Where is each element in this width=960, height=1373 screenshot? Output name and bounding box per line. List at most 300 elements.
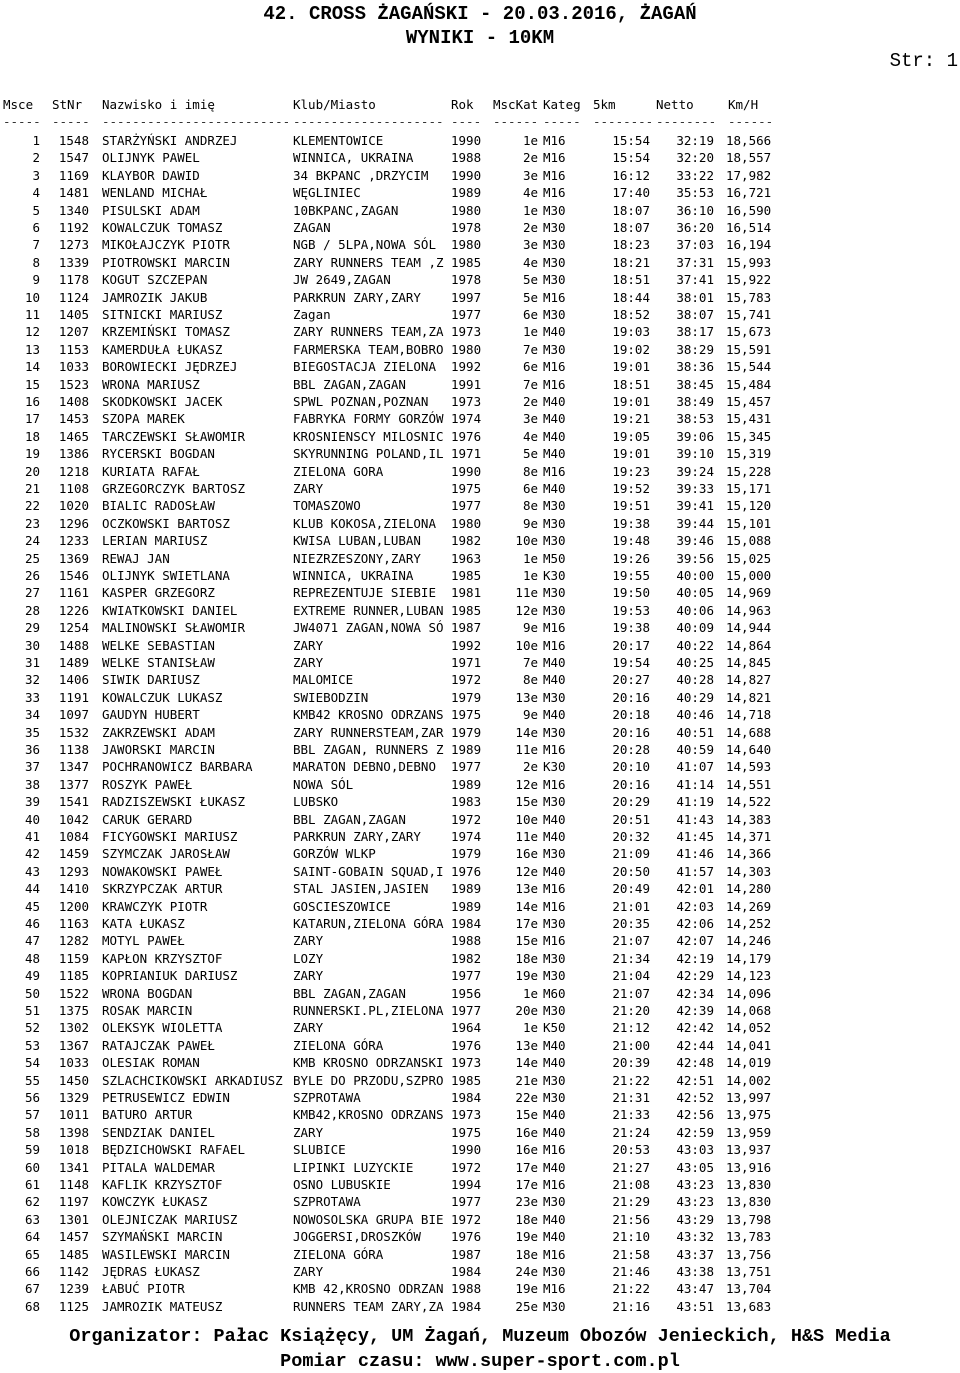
cell-club: KMB KROSNO ODRZANSKI — [293, 1055, 444, 1071]
table-row — [0, 1248, 960, 1265]
cell-name: OLESIAK ROMAN — [102, 1055, 200, 1071]
cell-category: M16 — [543, 1281, 566, 1297]
cell-category: M30 — [543, 1003, 566, 1018]
cell-start-nr: 1108 — [58, 481, 89, 496]
cell-netto: 42:44 — [676, 1037, 714, 1053]
cell-name: SZLACHCIKOWSKI ARKADIUSZ — [102, 1072, 283, 1088]
cell-year: 1989 — [451, 742, 482, 757]
table-row — [0, 830, 960, 847]
cell-year: 1978 — [451, 220, 482, 235]
cell-cat-place: 10e — [515, 533, 538, 549]
cell-start-nr: 1410 — [58, 881, 89, 897]
separator-msce: ----- — [3, 114, 41, 129]
cell-place: 18 — [24, 428, 40, 444]
cell-start-nr: 1191 — [58, 689, 89, 705]
cell-year: 1977 — [451, 759, 482, 775]
cell-club: 34 BKPANC ,DRZYCIM — [293, 167, 429, 183]
cell-club: ZARY — [293, 933, 324, 949]
cell-name: KLAYBOR DAWID — [102, 167, 200, 183]
cell-cat-place: 8e — [522, 672, 538, 688]
cell-category: M30 — [543, 794, 566, 810]
cell-name: GAUDYN HUBERT — [102, 707, 200, 723]
table-row — [0, 499, 960, 516]
cell-speed: 15,544 — [726, 359, 772, 375]
cell-cat-place: 8e — [522, 463, 538, 479]
table-row — [0, 952, 960, 969]
cell-speed: 14,944 — [726, 620, 772, 636]
cell-place: 4 — [32, 185, 40, 201]
cell-place: 61 — [24, 1177, 40, 1192]
cell-year: 1989 — [451, 881, 482, 897]
table-row — [0, 430, 960, 447]
cell-cat-place: 4e — [522, 185, 538, 201]
cell-cat-place: 5e — [522, 289, 538, 305]
cell-cat-place: 1e — [522, 568, 538, 583]
cell-category: M30 — [543, 1298, 566, 1314]
cell-start-nr: 1161 — [58, 585, 89, 601]
cell-speed: 13,975 — [726, 1107, 772, 1123]
cell-5km: 18:07 — [612, 202, 650, 218]
cell-category: M30 — [543, 916, 566, 931]
cell-club: RUNNERS TEAM ZARY,ZA — [293, 1298, 444, 1314]
cell-start-nr: 1273 — [58, 237, 89, 253]
cell-category: M30 — [543, 533, 566, 549]
cell-netto: 40:22 — [676, 637, 714, 653]
cell-name: KASPER GRZEGORZ — [102, 585, 215, 601]
cell-5km: 20:50 — [612, 863, 650, 879]
cell-year: 1973 — [451, 1055, 482, 1071]
cell-category: M16 — [543, 463, 566, 479]
table-row — [0, 1300, 960, 1317]
cell-year: 1992 — [451, 359, 482, 375]
cell-club: KMB42,KROSNO ODRZANS — [293, 1107, 444, 1123]
header-year: Rok — [451, 97, 474, 112]
cell-cat-place: 4e — [522, 254, 538, 270]
cell-name: WELKE SEBASTIAN — [102, 637, 215, 653]
table-row — [0, 604, 960, 621]
table-row — [0, 743, 960, 760]
cell-place: 7 — [32, 237, 40, 253]
cell-netto: 42:51 — [676, 1072, 714, 1088]
cell-start-nr: 1457 — [58, 1229, 89, 1245]
cell-name: RYCERSKI BOGDAN — [102, 446, 215, 462]
cell-netto: 38:07 — [676, 307, 714, 322]
cell-name: KOWALCZUK TOMASZ — [102, 220, 223, 235]
cell-club: ZAGAN — [293, 220, 331, 235]
cell-5km: 21:24 — [612, 1124, 650, 1140]
cell-cat-place: 8e — [522, 498, 538, 514]
cell-cat-place: 18e — [515, 1246, 538, 1262]
cell-netto: 36:20 — [676, 220, 714, 235]
table-row — [0, 291, 960, 308]
cell-year: 1984 — [451, 916, 482, 931]
cell-speed: 14,280 — [726, 881, 772, 897]
cell-year: 1988 — [451, 150, 482, 166]
cell-place: 26 — [24, 568, 40, 583]
cell-start-nr: 1369 — [58, 550, 89, 566]
cell-place: 59 — [24, 1142, 40, 1158]
table-row — [0, 691, 960, 708]
cell-name: BIALIC RADOSŁAW — [102, 498, 215, 514]
cell-place: 38 — [24, 776, 40, 792]
cell-category: M30 — [543, 602, 566, 618]
cell-cat-place: 9e — [522, 707, 538, 723]
cell-category: M16 — [543, 620, 566, 636]
table-row — [0, 1230, 960, 1247]
table-row — [0, 221, 960, 238]
cell-name: KOWALCZUK LUKASZ — [102, 689, 223, 705]
cell-cat-place: 1e — [522, 202, 538, 218]
cell-netto: 40:29 — [676, 689, 714, 705]
table-row — [0, 934, 960, 951]
cell-speed: 15,025 — [726, 550, 772, 566]
table-row — [0, 586, 960, 603]
cell-name: PIOTROWSKI MARCIN — [102, 254, 230, 270]
cell-speed: 14,551 — [726, 776, 772, 792]
cell-speed: 15,101 — [726, 515, 772, 531]
cell-year: 1990 — [451, 167, 482, 183]
cell-cat-place: 2e — [522, 220, 538, 235]
cell-start-nr: 1485 — [58, 1246, 89, 1262]
cell-year: 1964 — [451, 1020, 482, 1036]
cell-place: 23 — [24, 515, 40, 531]
cell-speed: 14,688 — [726, 724, 772, 740]
cell-cat-place: 23e — [515, 1194, 538, 1210]
cell-year: 1984 — [451, 1264, 482, 1279]
cell-start-nr: 1329 — [58, 1090, 89, 1105]
cell-start-nr: 1148 — [58, 1177, 89, 1192]
cell-cat-place: 18e — [515, 950, 538, 966]
cell-club: REPREZENTUJE SIEBIE — [293, 585, 436, 601]
cell-name: LERIAN MARIUSZ — [102, 533, 208, 549]
cell-netto: 40:25 — [676, 655, 714, 670]
cell-start-nr: 1532 — [58, 724, 89, 740]
cell-place: 33 — [24, 689, 40, 705]
cell-club: ZIELONA GORA — [293, 463, 384, 479]
cell-cat-place: 10e — [515, 811, 538, 827]
cell-start-nr: 1302 — [58, 1020, 89, 1036]
cell-year: 1987 — [451, 1246, 482, 1262]
cell-start-nr: 1218 — [58, 463, 89, 479]
cell-place: 13 — [24, 341, 40, 357]
cell-speed: 14,123 — [726, 968, 772, 984]
table-row — [0, 1265, 960, 1282]
cell-year: 1975 — [451, 707, 482, 723]
cell-category: M40 — [543, 1159, 566, 1175]
cell-5km: 21:58 — [612, 1246, 650, 1262]
cell-club: LIPINKI LUZYCKIE — [293, 1159, 414, 1175]
cell-netto: 36:10 — [676, 202, 714, 218]
cell-cat-place: 16e — [515, 1124, 538, 1140]
cell-year: 1980 — [451, 202, 482, 218]
table-row — [0, 447, 960, 464]
cell-speed: 14,366 — [726, 846, 772, 862]
cell-5km: 20:32 — [612, 829, 650, 844]
cell-cat-place: 14e — [515, 724, 538, 740]
cell-netto: 38:01 — [676, 289, 714, 305]
table-row — [0, 969, 960, 986]
cell-5km: 18:44 — [612, 289, 650, 305]
cell-5km: 21:31 — [612, 1090, 650, 1105]
table-row — [0, 151, 960, 168]
cell-year: 1982 — [451, 950, 482, 966]
cell-category: M30 — [543, 1194, 566, 1210]
cell-place: 12 — [24, 324, 40, 340]
cell-netto: 42:42 — [676, 1020, 714, 1036]
cell-name: KOPRIANIUK DARIUSZ — [102, 968, 238, 984]
cell-netto: 42:59 — [676, 1124, 714, 1140]
table-row — [0, 917, 960, 934]
cell-speed: 15,484 — [726, 376, 772, 392]
cell-netto: 40:28 — [676, 672, 714, 688]
cell-year: 1991 — [451, 376, 482, 392]
cell-place: 35 — [24, 724, 40, 740]
header-name: Nazwisko i imię — [102, 97, 215, 112]
cell-start-nr: 1450 — [58, 1072, 89, 1088]
cell-place: 65 — [24, 1246, 40, 1262]
cell-5km: 19:02 — [612, 341, 650, 357]
cell-netto: 39:56 — [676, 550, 714, 566]
cell-club: ZARY — [293, 481, 324, 496]
cell-category: M30 — [543, 1264, 566, 1279]
cell-start-nr: 1301 — [58, 1211, 89, 1227]
header-separator — [0, 115, 960, 129]
cell-club: SZPROTAWA — [293, 1194, 361, 1210]
cell-place: 24 — [24, 533, 40, 549]
cell-category: M30 — [543, 1090, 566, 1105]
cell-cat-place: 11e — [515, 829, 538, 844]
cell-start-nr: 1178 — [58, 272, 89, 288]
cell-year: 1973 — [451, 1107, 482, 1123]
cell-5km: 20:16 — [612, 724, 650, 740]
cell-speed: 14,269 — [726, 898, 772, 914]
cell-cat-place: 5e — [522, 446, 538, 462]
cell-netto: 38:17 — [676, 324, 714, 340]
cell-category: M40 — [543, 863, 566, 879]
cell-club: ZARY — [293, 1020, 324, 1036]
cell-start-nr: 1197 — [58, 1194, 89, 1210]
cell-cat-place: 19e — [515, 1281, 538, 1297]
cell-name: PETRUSEWICZ EDWIN — [102, 1090, 230, 1105]
cell-category: M30 — [543, 237, 566, 253]
cell-cat-place: 16e — [515, 1142, 538, 1158]
cell-cat-place: 6e — [522, 307, 538, 322]
table-row — [0, 1178, 960, 1195]
cell-start-nr: 1239 — [58, 1281, 89, 1297]
cell-netto: 33:22 — [676, 167, 714, 183]
separator-msckat: ------ — [493, 114, 539, 129]
cell-category: M16 — [543, 742, 566, 757]
cell-name: OLEJNICZAK MARIUSZ — [102, 1211, 238, 1227]
cell-club: WINNICA, UKRAINA — [293, 150, 414, 166]
cell-speed: 14,068 — [726, 1003, 772, 1018]
table-row — [0, 795, 960, 812]
cell-club: FABRYKA FORMY GORZÓW — [293, 411, 444, 427]
cell-name: KOGUT SZCZEPAN — [102, 272, 208, 288]
cell-category: M30 — [543, 585, 566, 601]
cell-category: M40 — [543, 655, 566, 670]
cell-speed: 14,522 — [726, 794, 772, 810]
cell-club: LOZY — [293, 950, 324, 966]
cell-club: ZIELONA GÓRA — [293, 1037, 384, 1053]
cell-name: KOWCZYK ŁUKASZ — [102, 1194, 208, 1210]
cell-5km: 19:53 — [612, 602, 650, 618]
cell-cat-place: 7e — [522, 376, 538, 392]
cell-place: 20 — [24, 463, 40, 479]
cell-club: JW4071 ZAGAN,NOWA SÓ — [293, 620, 444, 636]
cell-place: 52 — [24, 1020, 40, 1036]
cell-year: 1988 — [451, 1281, 482, 1297]
cell-start-nr: 1481 — [58, 185, 89, 201]
cell-category: M30 — [543, 968, 566, 984]
cell-speed: 14,845 — [726, 655, 772, 670]
cell-netto: 41:57 — [676, 863, 714, 879]
cell-speed: 15,673 — [726, 324, 772, 340]
cell-start-nr: 1282 — [58, 933, 89, 949]
cell-5km: 20:29 — [612, 794, 650, 810]
cell-start-nr: 1233 — [58, 533, 89, 549]
cell-category: K50 — [543, 1020, 566, 1036]
cell-speed: 14,179 — [726, 950, 772, 966]
cell-speed: 14,002 — [726, 1072, 772, 1088]
cell-club: NGB / 5LPA,NOWA SÓL — [293, 237, 436, 253]
cell-cat-place: 3e — [522, 167, 538, 183]
table-row — [0, 760, 960, 777]
table-row — [0, 1056, 960, 1073]
cell-netto: 42:07 — [676, 933, 714, 949]
cell-speed: 15,345 — [726, 428, 772, 444]
cell-start-nr: 1405 — [58, 307, 89, 322]
cell-name: WRONA BOGDAN — [102, 985, 193, 1001]
cell-netto: 43:05 — [676, 1159, 714, 1175]
cell-category: M16 — [543, 150, 566, 166]
cell-club: ZARY — [293, 637, 324, 653]
cell-speed: 15,120 — [726, 498, 772, 514]
cell-category: M40 — [543, 446, 566, 462]
cell-club: SWIEBODZIN — [293, 689, 369, 705]
cell-year: 1974 — [451, 829, 482, 844]
cell-year: 1976 — [451, 1229, 482, 1245]
cell-year: 1987 — [451, 620, 482, 636]
cell-cat-place: 17e — [515, 1159, 538, 1175]
cell-club: EXTREME RUNNER,LUBAN — [293, 602, 444, 618]
cell-year: 1980 — [451, 237, 482, 253]
cell-name: MIKOŁAJCZYK PIOTR — [102, 237, 230, 253]
table-row — [0, 378, 960, 395]
cell-name: SITNICKI MARIUSZ — [102, 307, 223, 322]
cell-year: 1985 — [451, 1072, 482, 1088]
cell-cat-place: 22e — [515, 1090, 538, 1105]
table-row — [0, 1108, 960, 1125]
cell-year: 1977 — [451, 498, 482, 514]
cell-5km: 21:20 — [612, 1003, 650, 1018]
cell-5km: 15:54 — [612, 150, 650, 166]
cell-start-nr: 1033 — [58, 1055, 89, 1071]
header-5km: 5km — [593, 97, 616, 112]
cell-netto: 39:41 — [676, 498, 714, 514]
cell-place: 27 — [24, 585, 40, 601]
cell-start-nr: 1138 — [58, 742, 89, 757]
cell-club: NOWA SÓL — [293, 776, 354, 792]
cell-name: SZYMCZAK JAROSŁAW — [102, 846, 230, 862]
cell-speed: 18,557 — [726, 150, 772, 166]
separator-speed: ------ — [728, 114, 774, 129]
table-row — [0, 1021, 960, 1038]
cell-5km: 19:50 — [612, 585, 650, 601]
table-row — [0, 186, 960, 203]
cell-year: 1989 — [451, 776, 482, 792]
cell-year: 1984 — [451, 1298, 482, 1314]
cell-club: LUBSKO — [293, 794, 339, 810]
cell-category: M30 — [543, 202, 566, 218]
cell-netto: 40:00 — [676, 568, 714, 583]
cell-place: 29 — [24, 620, 40, 636]
cell-speed: 15,000 — [726, 568, 772, 583]
cell-category: M30 — [543, 724, 566, 740]
cell-speed: 14,963 — [726, 602, 772, 618]
cell-speed: 14,821 — [726, 689, 772, 705]
cell-category: M40 — [543, 394, 566, 409]
cell-netto: 41:43 — [676, 811, 714, 827]
cell-category: M60 — [543, 985, 566, 1001]
cell-place: 55 — [24, 1072, 40, 1088]
cell-cat-place: 2e — [522, 759, 538, 775]
cell-cat-place: 1e — [522, 324, 538, 340]
cell-speed: 14,096 — [726, 985, 772, 1001]
cell-year: 1976 — [451, 863, 482, 879]
cell-category: M40 — [543, 324, 566, 340]
cell-name: ROSZYK PAWEŁ — [102, 776, 193, 792]
table-row — [0, 778, 960, 795]
cell-place: 10 — [24, 289, 40, 305]
page-subtitle: WYNIKI - 10KM — [405, 27, 555, 49]
cell-speed: 15,228 — [726, 463, 772, 479]
cell-year: 1981 — [451, 585, 482, 601]
header-msce: Msce — [3, 97, 34, 112]
cell-place: 15 — [24, 376, 40, 392]
cell-place: 17 — [24, 411, 40, 427]
cell-name: SIWIK DARIUSZ — [102, 672, 200, 688]
cell-place: 49 — [24, 968, 40, 984]
cell-cat-place: 1e — [522, 133, 538, 148]
cell-place: 50 — [24, 985, 40, 1001]
cell-category: M16 — [543, 637, 566, 653]
cell-category: M16 — [543, 376, 566, 392]
cell-category: M40 — [543, 672, 566, 688]
cell-5km: 21:04 — [612, 968, 650, 984]
cell-speed: 13,830 — [726, 1177, 772, 1192]
cell-cat-place: 1e — [522, 550, 538, 566]
cell-year: 1977 — [451, 968, 482, 984]
cell-5km: 19:23 — [612, 463, 650, 479]
cell-place: 60 — [24, 1159, 40, 1175]
cell-club: KWISA LUBAN,LUBAN — [293, 533, 421, 549]
cell-5km: 19:38 — [612, 515, 650, 531]
cell-category: M16 — [543, 898, 566, 914]
cell-cat-place: 3e — [522, 237, 538, 253]
cell-club: TOMASZOWO — [293, 498, 361, 514]
cell-5km: 21:01 — [612, 898, 650, 914]
cell-place: 3 — [32, 167, 40, 183]
cell-club: NIEZRZESZONY,ZARY — [293, 550, 421, 566]
cell-start-nr: 1011 — [58, 1107, 89, 1123]
cell-name: TARCZEWSKI SŁAWOMIR — [102, 428, 245, 444]
cell-cat-place: 12e — [515, 776, 538, 792]
table-row — [0, 1039, 960, 1056]
cell-5km: 16:12 — [612, 167, 650, 183]
cell-speed: 13,916 — [726, 1159, 772, 1175]
cell-5km: 21:07 — [612, 933, 650, 949]
